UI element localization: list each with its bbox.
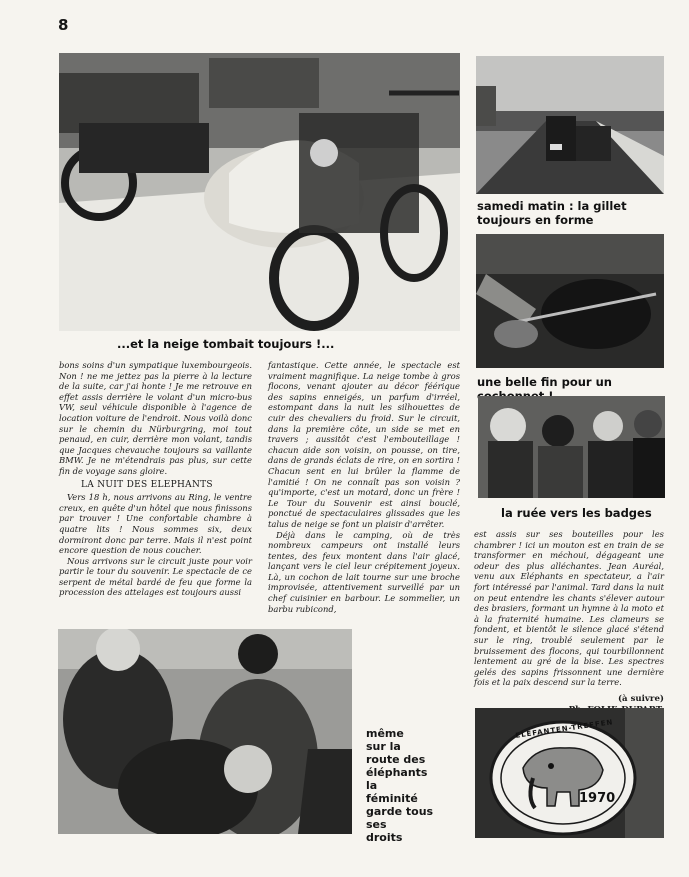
- article-column-2: [268, 360, 460, 614]
- caption-line: la: [366, 779, 378, 792]
- caption-saturday: samedi matin : la gillet toujours en forme: [477, 199, 627, 227]
- article-paragraph: Déjà dans le camping, où de très nombreux campeurs ont installé leurs tentes, des feux montent dans l'air glacé, lançant vers le ciel leur crépitement joyeux. Là, un cochon de lait tourne sur une broche improvisée, attentivement surveillé par un chef cuisinier en barbour. Le sommelier, un barbu rubicond,: [268, 529, 460, 614]
- caption-line: éléphants: [366, 766, 428, 779]
- caption-line: même: [366, 727, 404, 740]
- photo-sidecar-in-snow: [59, 53, 460, 331]
- article-paragraph: bons soins d'un sympatique luxembourgeois. Non ! ne me jettez pas la pierre à la lecture de la suite, car j'ai honte ! Je me retrouve en effet assis derrière le volant d'un micro-bus VW, seul véhicule disponible à l'agence de location voiture de l'endroit. Nous voilà donc sur le chemin du Nürburgring, moi tout penaud, en cuir, derrière mon volant, tandis que Jacques chevauche toujours sa vaillante BMW. Je ne m'étendrais pas plus, sur cette fin de voyage sans gloire.: [59, 360, 252, 476]
- caption-pig: une belle fin pour un: [477, 375, 612, 389]
- caption-line: route des: [366, 753, 426, 766]
- photo-roasting-pig: [476, 234, 664, 368]
- article-paragraph: Nous arrivons sur le circuit juste pour voir partir le tour du souvenir. Le spectacle de ce serpent de métal bardé de feu que forme la procession des attelages est toujours aussi: [59, 555, 252, 598]
- caption-badges: la ruée vers les badges: [501, 506, 652, 520]
- caption-feminity: [366, 727, 466, 844]
- caption-line: garde tous: [366, 805, 434, 818]
- caption-line: ses: [366, 818, 387, 831]
- section-heading: LA NUIT DES ELEPHANTS: [81, 479, 213, 490]
- photo-badges-crowd: [478, 396, 665, 498]
- article-paragraph: fantastique. Cette année, le spectacle est vraiment magnifique. La neige tombe à gros flocons, venant ajouter au décor féérique des sapins enneigés, un parfum d'irréel, estompant dans la nuit les silhouettes de cuir des chevaliers du froid. Sur le circuit, dans la première côte, un side se met en travers ; aussitôt c'est l'embouteillage ! chacun aide son voisin, on pousse, on tire, dans de grands éclats de rire, on en sortira ! Chacun sent en lui brûler la flamme de l'amitié ! On ne connaît pas son voisin ? qu'importe, c'est un motard, donc un frère ! Le Tour du Souvenir est ainsi bouclé, ponctué de spectaculaires glissades que les talus de neige se font un plaisir d'arrêter.: [268, 360, 460, 529]
- photo-elefanten-badge: [475, 708, 664, 838]
- caption-line: sur la: [366, 740, 401, 753]
- photo-road-motorcycle: [476, 56, 664, 194]
- article-paragraph: Vers 18 h, nous arrivons au Ring, le ventre creux, en quête d'un hôtel que nous finissons par trouver ! Une confortable chambre à quatre lits ! Nous sommes six, deux dormiront donc par terre. Mais il n'est point encore question de nous coucher.: [59, 492, 252, 556]
- badge-year: 1970: [579, 791, 616, 806]
- caption-snow: ...et la neige tombait toujours !...: [117, 337, 335, 351]
- article-column-3: [474, 529, 664, 715]
- to-be-continued: (à suivre): [617, 693, 664, 704]
- article-paragraph: est assis sur ses bouteilles pour les chambrer ! ici un mouton est en train de se transformer en méchoui, dégageant une odeur des plus alléchantes. Jean Auréal, venu aux Eléphants en spectateur, a l'air fort intéressé par l'animal. Tard dans la nuit on peut entendre les chants s'élever autour des brasiers, formant un hymne à la moto et à la fraternité humaine. Les clameurs se fondent, et bientôt le silence glacé s'étend sur le ring, troublé seulement par le bruissement des flocons, qui tourbillonnent lentement au gré de la bise. Les spectres gelés des sapins frissonnent une dernière fois et la paix descend sur la terre.: [474, 529, 664, 688]
- photo-women-riders: [58, 629, 352, 834]
- badge-ring-text: ELEFANTEN-TREFFEN: [514, 718, 614, 740]
- caption-line: féminité: [366, 792, 418, 805]
- page-number: 8: [58, 16, 69, 34]
- article-column-1: [59, 360, 252, 598]
- caption-line: droits: [366, 831, 403, 844]
